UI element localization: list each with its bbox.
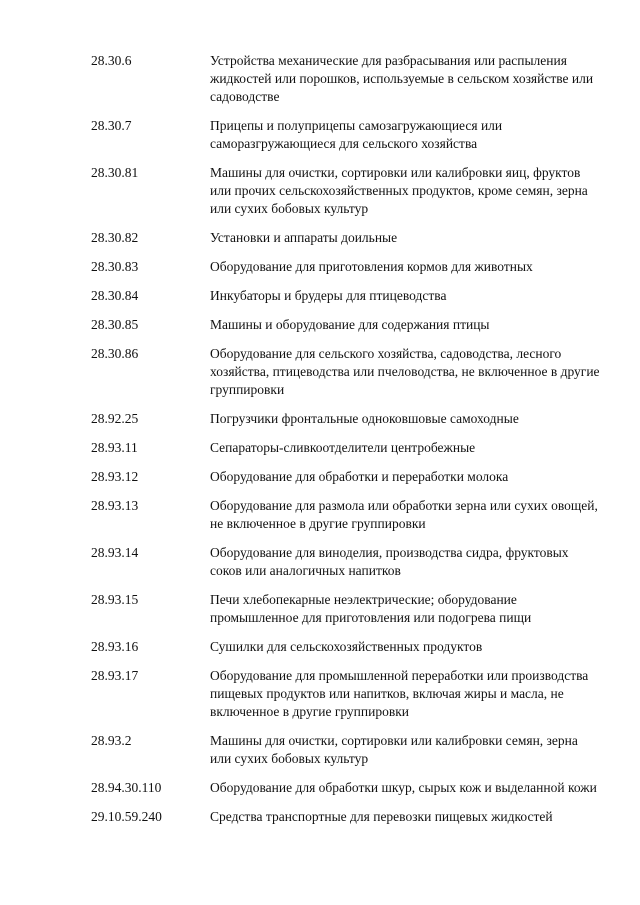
row-description: Оборудование для приготовления кормов для животных: [210, 259, 533, 274]
row-code: 28.93.13: [91, 498, 139, 513]
row-code: 28.30.85: [91, 317, 139, 332]
table-row: [91, 117, 611, 153]
table-row: [91, 410, 611, 428]
row-code: 28.93.2: [91, 733, 132, 748]
row-code: 28.30.83: [91, 259, 139, 274]
table-row: [91, 779, 611, 797]
row-description: Машины и оборудование для содержания птицы: [210, 317, 490, 332]
row-description: Машины для очистки, сортировки или калибровки семян, зерна или сухих бобовых культур: [210, 733, 578, 766]
row-description: Прицепы и полуприцепы самозагружающиеся или саморазгружающиеся для сельского хозяйства: [210, 118, 503, 151]
row-code: 28.30.86: [91, 346, 139, 361]
row-description: Оборудование для сельского хозяйства, садоводства, лесного хозяйства, птицеводства или пчеловодства, не включенное в другие группировки: [210, 346, 600, 397]
row-description: Средства транспортные для перевозки пищевых жидкостей: [210, 809, 553, 824]
row-description: Сепараторы-сливкоотделители центробежные: [210, 440, 476, 455]
row-description: Печи хлебопекарные неэлектрические; оборудование промышленное для приготовления или подогрева пищи: [210, 592, 532, 625]
table-row: [91, 258, 611, 276]
row-code: 28.30.82: [91, 230, 139, 245]
table-row: [91, 468, 611, 486]
row-code: 28.93.17: [91, 668, 139, 683]
row-description: Оборудование для обработки шкур, сырых кож и выделанной кожи: [210, 780, 597, 795]
row-description: Оборудование для виноделия, производства сидра, фруктовых соков или аналогичных напитков: [210, 545, 569, 578]
row-description: Установки и аппараты доильные: [210, 230, 398, 245]
table-row: [91, 544, 611, 580]
table-row: [91, 439, 611, 457]
row-code: 28.93.14: [91, 545, 139, 560]
row-description: Оборудование для размола или обработки зерна или сухих овощей, не включенное в другие группировки: [210, 498, 598, 531]
row-description: Оборудование для промышленной переработки или производства пищевых продуктов или напитков, включая жиры и масла, не включенное в другие группировки: [210, 668, 589, 719]
row-description: Машины для очистки, сортировки или калибровки яиц, фруктов или прочих сельскохозяйственных продуктов, кроме семян, зерна или сухих бобовых культур: [210, 165, 588, 216]
row-code: 28.92.25: [91, 411, 139, 426]
row-description: Сушилки для сельскохозяйственных продуктов: [210, 639, 483, 654]
table-row: [91, 345, 611, 399]
table-row: [91, 667, 611, 721]
table-row: [91, 287, 611, 305]
table-row: [91, 808, 611, 826]
row-description: Инкубаторы и брудеры для птицеводства: [210, 288, 447, 303]
table-row: [91, 591, 611, 627]
row-code: 28.94.30.110: [91, 780, 162, 795]
row-code: 28.93.11: [91, 440, 138, 455]
row-code: 28.93.12: [91, 469, 139, 484]
table-row: [91, 229, 611, 247]
table-row: [91, 497, 611, 533]
table-row: [91, 164, 611, 218]
row-description: Оборудование для обработки и переработки молока: [210, 469, 509, 484]
table-row: [91, 316, 611, 334]
classification-table: [91, 52, 611, 837]
row-description: Погрузчики фронтальные одноковшовые самоходные: [210, 411, 519, 426]
table-row: [91, 638, 611, 656]
row-code: 28.30.6: [91, 53, 132, 68]
row-code: 28.30.84: [91, 288, 139, 303]
row-code: 29.10.59.240: [91, 809, 162, 824]
row-code: 28.30.7: [91, 118, 132, 133]
table-row: [91, 52, 611, 106]
row-code: 28.93.16: [91, 639, 139, 654]
row-description: Устройства механические для разбрасывания или распыления жидкостей или порошков, используемые в сельском хозяйстве или садоводстве: [210, 53, 594, 104]
table-row: [91, 732, 611, 768]
row-code: 28.30.81: [91, 165, 139, 180]
row-code: 28.93.15: [91, 592, 139, 607]
